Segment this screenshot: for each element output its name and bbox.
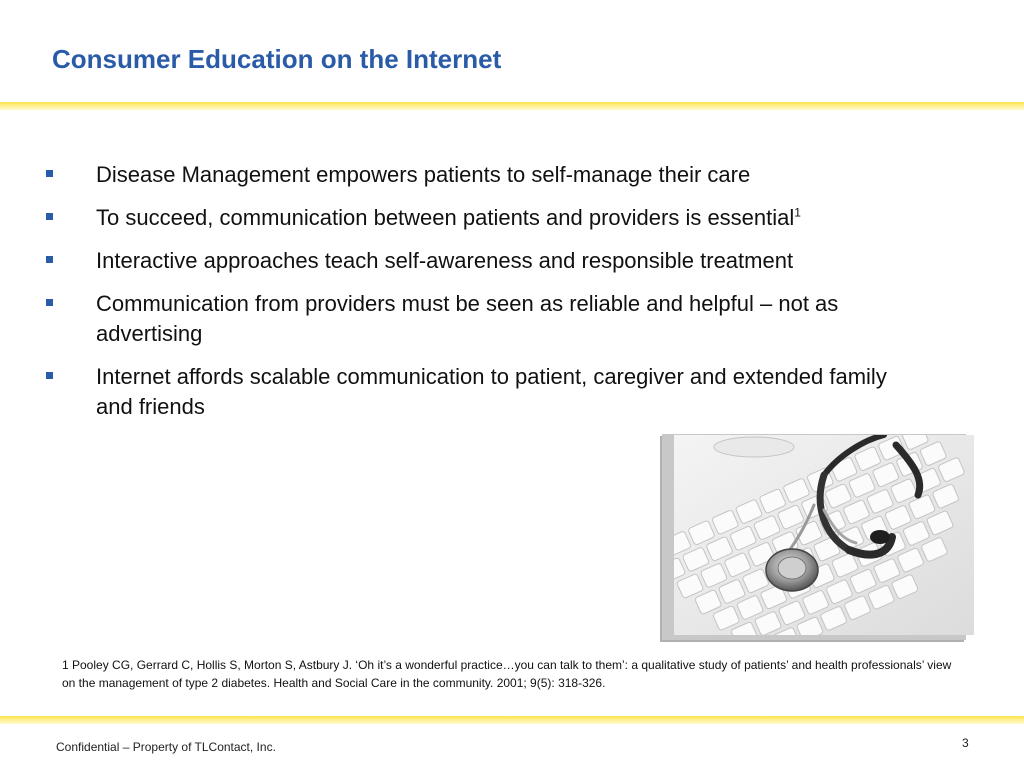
stethoscope-keyboard-illustration xyxy=(674,435,974,635)
bullet-item xyxy=(44,289,924,349)
square-bullet-icon xyxy=(46,372,53,379)
bottom-divider-band xyxy=(0,716,1024,724)
bullet-text: Communication from providers must be seen as reliable and helpful – not as advertising xyxy=(96,291,839,346)
top-divider-band xyxy=(0,102,1024,110)
square-bullet-icon xyxy=(46,170,53,177)
footnote-citation: 1 Pooley CG, Gerrard C, Hollis S, Morton S, Astbury J. ‘Oh it’s a wonderful practice…you can talk to them’: a qualitative study of patients’ and health professionals’ view on the management of type 2 diabetes. Health and Social Care in the community. 2001; 9(5): 318-326. xyxy=(62,658,952,690)
bullet-item xyxy=(44,203,924,233)
square-bullet-icon xyxy=(46,213,53,220)
footnote-ref: 1 xyxy=(794,205,801,220)
bullet-list xyxy=(44,160,924,435)
bullet-text: To succeed, communication between patients and providers is essential xyxy=(96,205,795,230)
bullet-text: Disease Management empowers patients to self-manage their care xyxy=(96,162,751,187)
bullet-item xyxy=(44,160,924,190)
bullet-item xyxy=(44,246,924,276)
slide-title: Consumer Education on the Internet xyxy=(52,44,502,74)
bullet-text: Interactive approaches teach self-awareness and responsible treatment xyxy=(96,248,794,273)
square-bullet-icon xyxy=(46,299,53,306)
stethoscope-keyboard-image xyxy=(674,435,974,635)
bullet-text: Internet affords scalable communication to patient, caregiver and extended family and friends xyxy=(96,364,887,419)
page-number: 3 xyxy=(962,736,969,750)
bullet-item xyxy=(44,362,924,422)
square-bullet-icon xyxy=(46,256,53,263)
confidentiality-footer: Confidential – Property of TLContact, Inc. xyxy=(56,740,276,754)
